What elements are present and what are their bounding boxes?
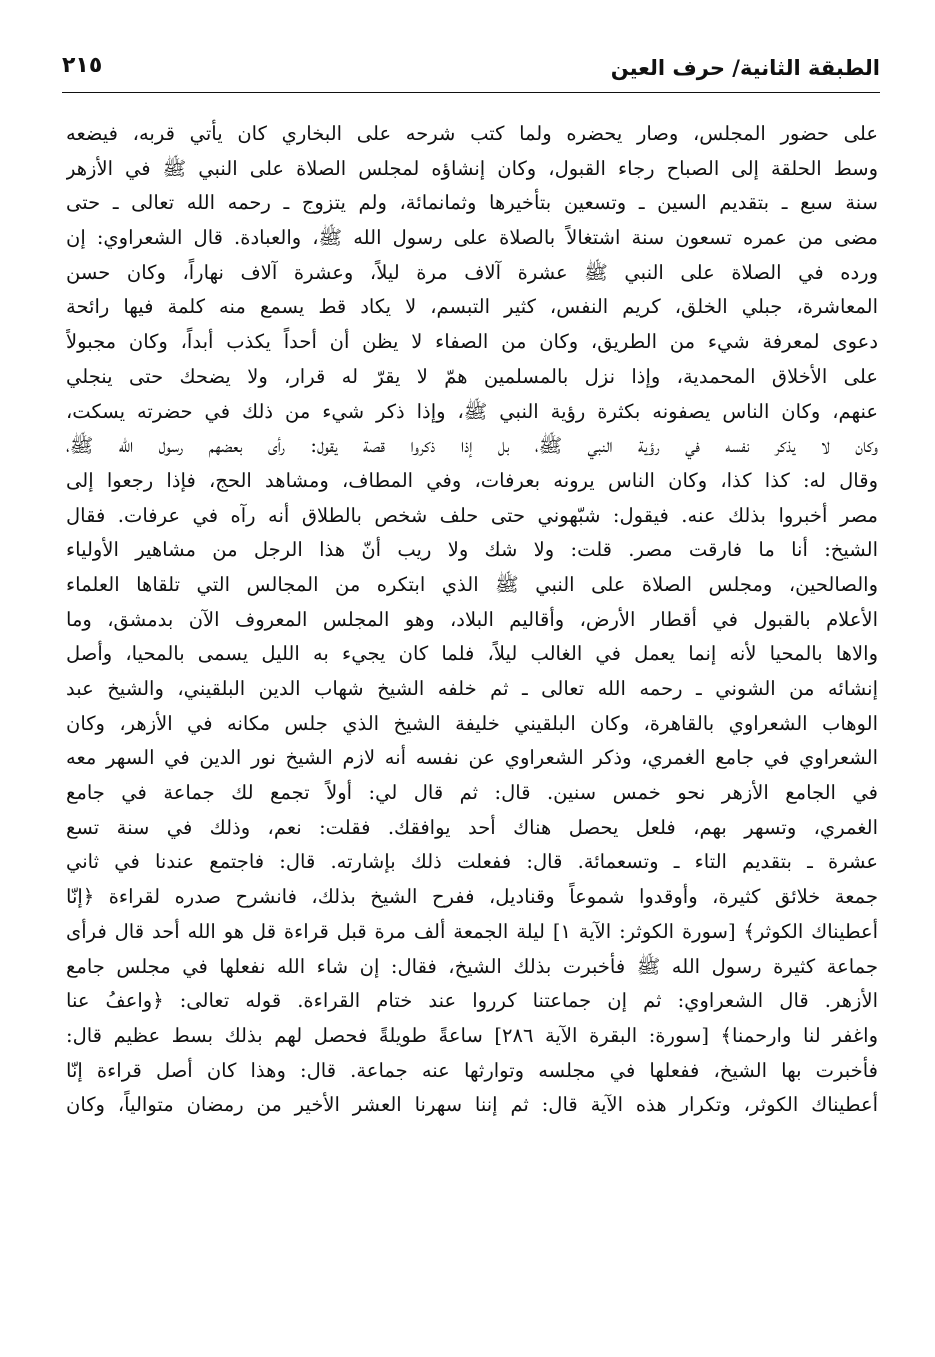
text-line: فأخبرت بها الشيخ، ففعلها في مجلسه وتوارثها عنه جماعة. قال: وهذا كان أصل قراءة إنّا xyxy=(66,1058,878,1082)
text-line: على حضور المجلس، وصار يحضره ولما كتب شرحه على البخاري كان يأتي قربه، فيضعه xyxy=(66,122,878,145)
text-line: جمعة خلائق كثيرة، وأوقدوا شموعاً وقناديل، ففرح الشيخ بذلك، فانشرح صدره لقراءة ﴿إنّا xyxy=(66,885,878,909)
text-line: وسط الحلقة إلى الصباح رجاء القبول، وكان إنشاؤه لمجلس الصلاة على النبي ﷺ في الأزهر xyxy=(66,156,878,180)
text-line: إنشائه من الشوني ـ رحمه الله تعالى ـ ثم خلفه الشيخ شهاب الدين البلقيني، والشيخ عبد xyxy=(66,677,878,700)
text-line: مضى من عمره تسعون سنة اشتغالاً بالصلاة على رسول الله ﷺ، والعبادة. قال الشعراوي: إن xyxy=(66,226,878,250)
page-number: ٢١٥ xyxy=(62,53,103,78)
text-line: وقال له: كذا كذا، وكان الناس يرونه بعرفات، وفي المطاف، ومشاهد الحج، فإذا رجعوا إلى xyxy=(66,468,878,492)
text-line: عشرة ـ بتقديم التاء ـ وتسعمائة. قال: ففعلت ذلك بإشارته. قال: فاجتمع عندنا في ثاني xyxy=(66,850,878,874)
text-line: مصر أخبروا بذلك عنه. فيقول: شبّهوني حتى حلف شخص بالطلاق أنه رآه في عرفات. فقال xyxy=(66,503,878,527)
text-line: في الجامع الأزهر نحو خمس سنين. قال: ثم قال لي: أولاً تجمع لك جماعة في جامع xyxy=(66,781,878,805)
text-line: على الأخلاق المحمدية، وإذا نزل بالمسلمين همّ لا يقرّ له قرار، ولا يضحك حتى ينجلي xyxy=(66,364,878,388)
running-title: الطبقة الثانية/ حرف العين xyxy=(610,56,880,80)
text-line: واغفر لنا وارحمنا﴾ [سورة: البقرة الآية ٢٨٦] ساعةً طويلةً فحصل لهم بذلك بسط عظيم قال: xyxy=(66,1023,878,1047)
text-line: الشيخ: أنا ما فارقت مصر. قلت: ولا شك ولا ريب أنّ هذا الرجل من مشاهير الأولياء xyxy=(66,538,878,562)
text-line: عنهم، وكان الناس يصفونه بكثرة رؤية النبي ﷺ، وإذا ذكر شيء من ذلك في حضرته يسكت، xyxy=(66,399,878,423)
text-line: الأزهر. قال الشعراوي: ثم إن جماعتنا كرروا عند ختام القراءة. قوله تعالى: ﴿واعفُ عنا xyxy=(66,989,878,1013)
text-line: ورده في الصلاة على النبي ﷺ عشرة آلاف مرة ليلاً، وعشرة آلاف نهاراً، وكان حسن xyxy=(66,260,878,284)
text-line: الأعلام بالقبول في أقطار الأرض، وأقاليم البلاد، وهو المجلس المعروف الآن بدمشق، وما xyxy=(66,607,878,631)
text-line: أعطيناك الكوثر﴾ [سورة الكوثر: الآية ١] ليلة الجمعة ألف مرة قبل قراءة قل هو الله أحد قال فرأى xyxy=(66,919,878,943)
text-line: المعاشرة، جبلي الخلق، كريم النفس، كثير التبسم، لا يكاد قط يسمع منه كلمة فيها رائحة xyxy=(66,295,878,319)
text-line: الغمري، وتسهر بهم، فلعل يحصل هناك أحد يوافقك. فقلت: نعم، وذلك في سنة تسع xyxy=(66,815,878,839)
text-line: وكان لا يذكر نفسه في رؤية النبي ﷺ، بل إذا ذكروا قصة يقول: رأى بعضهم رسول الله ﷺ، xyxy=(66,434,878,458)
text-line: دعوى لمعرفة شيء من الطريق، وكان من الصفاء لا يظن أن أحداً يكذب أبداً، وكان مجبولاً xyxy=(66,330,878,354)
text-line: الشعراوي في جامع الغمري، وذكر الشعراوي عن نفسه أنه لازم الشيخ نور الدين في السهر معه xyxy=(66,746,878,770)
page-header xyxy=(62,50,880,90)
text-line: جماعة كثيرة رسول الله ﷺ فأخبرت بذلك الشيخ، فقال: إن شاء الله نفعلها في مجلس جامع xyxy=(66,954,878,978)
text-line: الوهاب الشعراوي بالقاهرة، وكان البلقيني خليفة الشيخ الذي جلس مكانه في الأزهر، وكان xyxy=(66,711,878,735)
text-line: والصالحين، ومجلس الصلاة على النبي ﷺ الذي ابتكره من المجالس التي تلقاها العلماء xyxy=(66,572,878,596)
text-line: والاها بالمحيا لأنه إنما يعمل في الغالب ليلاً، فلما كان يجيء به الليل يسمى بالمحيا، وأصل xyxy=(66,642,878,666)
body-text xyxy=(66,117,878,1123)
header-rule xyxy=(62,92,880,93)
text-line: سنة سبع ـ بتقديم السين ـ وتسعين بتأخيرها وثمانمائة، ولم يتزوج ـ رحمه الله تعالى ـ حتى xyxy=(66,191,878,215)
text-line: أعطيناك الكوثر، وتكرار هذه الآية قال: ثم إننا سهرنا العشر الأخير من رمضان متوالياً، وكان xyxy=(66,1093,878,1117)
